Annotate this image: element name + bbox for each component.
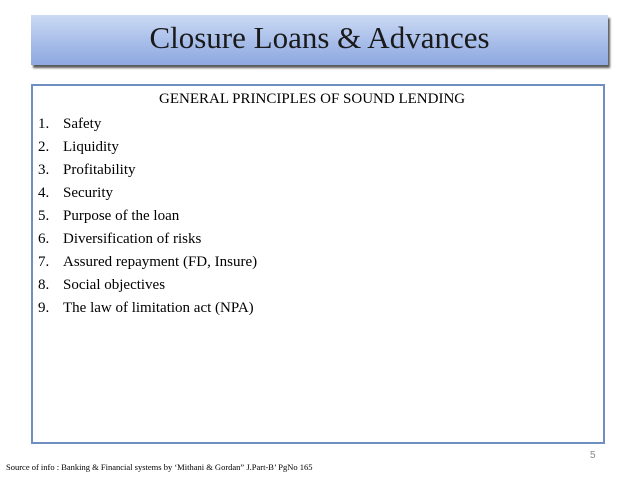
list-item-text: Liquidity [63,139,119,155]
source-citation: Source of info : Banking & Financial systems by ‘Mithani & Gordan” J.Part-B’ PgNo 165 [6,462,313,472]
list-item-text: The law of limitation act (NPA) [63,300,254,316]
list-item-number: 7. [38,254,50,270]
list-item [38,113,257,136]
list-item-number: 8. [38,277,50,293]
principles-list [38,113,257,320]
content-panel [31,84,605,444]
title-banner [31,15,608,65]
list-item [38,297,257,320]
list-item [38,159,257,182]
page-number: 5 [590,450,596,461]
list-item-text: Purpose of the loan [63,208,180,224]
list-item-text: Assured repayment (FD, Insure) [63,254,258,270]
list-item-text: Diversification of risks [63,231,202,247]
list-item [38,182,257,205]
list-item-number: 2. [38,139,50,155]
list-item [38,251,257,274]
slide-title: Closure Loans & Advances [149,19,490,55]
list-item-number: 5. [38,208,50,224]
list-item-number: 1. [38,116,50,132]
list-item-text: Social objectives [63,277,166,293]
list-item-text: Profitability [63,162,136,178]
section-heading: GENERAL PRINCIPLES OF SOUND LENDING [159,91,466,107]
list-item [38,205,257,228]
list-item-text: Safety [63,116,102,132]
list-item-number: 6. [38,231,50,247]
list-item-text: Security [63,185,113,201]
list-item-number: 4. [38,185,50,201]
list-item [38,136,257,159]
list-item-number: 9. [38,300,50,316]
list-item [38,274,257,297]
list-item-number: 3. [38,162,50,178]
list-item [38,228,257,251]
